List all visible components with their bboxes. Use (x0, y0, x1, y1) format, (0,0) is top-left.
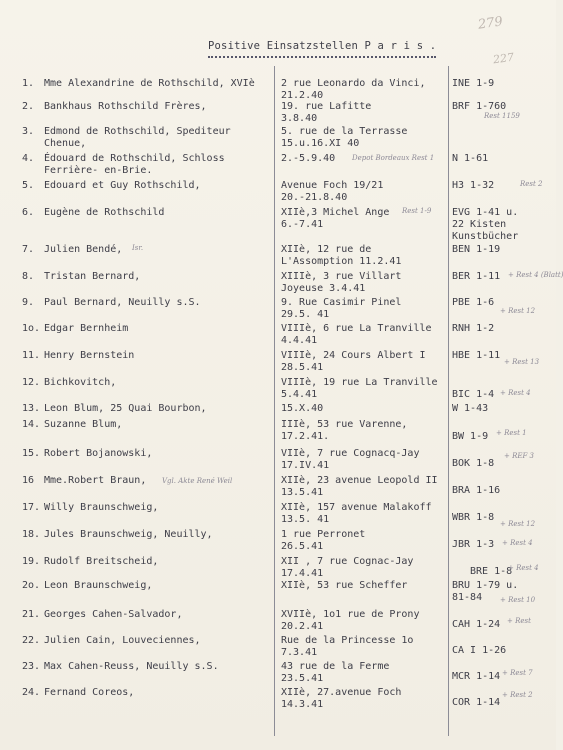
entry-number: 12. (22, 377, 41, 388)
entry-annotation: Isr. (132, 244, 144, 252)
entry-number: 8. (22, 271, 35, 282)
table-row (0, 635, 556, 661)
entry-number: 3. (22, 126, 35, 137)
entry-address: 2 rue Leonardo da Vinci, 21.2.40 (281, 78, 426, 101)
entry-address: XIIè, 27.avenue Foch 14.3.41 (281, 687, 402, 710)
entry-annotation: Depot Bordeaux Rest 1 (352, 154, 435, 162)
entry-annotation: Vgl. Akte René Weil (162, 477, 233, 485)
entry-annotation: + Rest 10 (500, 596, 536, 604)
entry-number: 4. (22, 153, 35, 164)
entry-reference: COR 1-14 (452, 697, 501, 708)
table-row (0, 244, 556, 270)
table-row (0, 609, 556, 635)
table-row (0, 502, 556, 528)
table-row (0, 350, 556, 376)
entry-address: VIIè, 7 rue Cognacq-Jay 17.IV.41 (281, 448, 420, 471)
entry-name: Eugène de Rothschild (44, 207, 165, 218)
entry-annotation: + Rest 4 (500, 389, 531, 397)
table-row (0, 475, 556, 501)
entry-annotation: + Rest (507, 617, 531, 625)
entry-name: Julien Bendé, (44, 244, 123, 255)
table-row (0, 323, 556, 349)
entry-reference: W 1-43 (452, 403, 489, 414)
entry-annotation: + REF 3 (504, 452, 535, 460)
entry-name: Robert Bojanowski, (44, 448, 153, 459)
entry-number: 2o. (22, 580, 41, 591)
table-row (0, 687, 556, 713)
table-row (0, 529, 556, 555)
entry-address: VIIIè, 24 Cours Albert I 28.5.41 (281, 350, 426, 373)
entry-number: 1. (22, 78, 35, 89)
entry-number: 6. (22, 207, 35, 218)
entry-name: Edouard et Guy Rothschild, (44, 180, 201, 191)
table-row (0, 101, 556, 127)
entry-reference: N 1-61 (452, 153, 489, 164)
table-row (0, 207, 556, 242)
entry-name: Edgar Bernheim (44, 323, 129, 334)
entry-number: 17. (22, 502, 41, 513)
entry-address: XIIè,3 Michel Ange 6.-7.41 (281, 207, 390, 230)
table-row (0, 153, 556, 179)
entry-name: Bankhaus Rothschild Frères, (44, 101, 207, 112)
pencil-page-number-2: 227 (492, 50, 515, 67)
entry-annotation: + Rest 12 (500, 520, 536, 528)
entry-address: Avenue Foch 19/21 20.-21.8.40 (281, 180, 384, 203)
entry-reference: BW 1-9 (452, 431, 489, 442)
entry-name: Fernand Coreos, (44, 687, 135, 698)
entry-annotation: + Rest 13 (504, 358, 540, 366)
table-row (0, 419, 556, 445)
entry-address: 15.X.40 (281, 403, 324, 414)
entry-name: Edmond de Rothschild, Spediteur Chenue, (44, 126, 231, 149)
entry-reference: PBE 1-6 (452, 297, 495, 308)
entry-annotation: Rest 1-9 (402, 207, 432, 215)
table-row (0, 580, 556, 606)
entry-reference: HBE 1-11 (452, 350, 501, 361)
entry-reference: BRE 1-8 (470, 566, 513, 577)
entry-name: Leon Blum, 25 Quai Bourbon, (44, 403, 207, 414)
entry-reference: BER 1-11 (452, 271, 501, 282)
entry-number: 15. (22, 448, 41, 459)
entry-number: 11. (22, 350, 41, 361)
entry-number: 14. (22, 419, 41, 430)
entry-reference: BRF 1-760 (452, 101, 507, 112)
table-row (0, 556, 556, 582)
title-underline (208, 56, 436, 58)
entry-address: XVIIè, 1o1 rue de Prony 20.2.41 (281, 609, 420, 632)
entry-address: VIIIè, 19 rue La Tranville 5.4.41 (281, 377, 438, 400)
table-row (0, 271, 563, 297)
entry-address: XII , 7 rue Cognac-Jay 17.4.41 (281, 556, 414, 579)
entry-annotation: + Rest 1 (496, 429, 527, 437)
table-row (0, 661, 556, 687)
entry-address: XIIè, 53 rue Scheffer (281, 580, 408, 591)
entry-reference: EVG 1-41 u. 22 Kisten Kunstbücher (452, 207, 519, 242)
entry-annotation: + Rest 7 (502, 669, 533, 677)
entry-number: 2. (22, 101, 35, 112)
entry-number: 9. (22, 297, 35, 308)
entry-name: Willy Braunschweig, (44, 502, 159, 513)
entry-number: 18. (22, 529, 41, 540)
entry-reference: BIC 1-4 (452, 389, 495, 400)
entry-address: 5. rue de la Terrasse 15.u.16.XI 40 (281, 126, 408, 149)
entry-reference: BRA 1-16 (452, 485, 501, 496)
entry-name: Tristan Bernard, (44, 271, 141, 282)
entry-reference: BOK 1-8 (452, 458, 495, 469)
entry-name: Suzanne Blum, (44, 419, 123, 430)
entry-annotation: + Rest 4 (508, 564, 539, 572)
entry-name: Paul Bernard, Neuilly s.S. (44, 297, 201, 308)
entry-annotation: + Rest 2 (502, 691, 533, 699)
entry-number: 7. (22, 244, 35, 255)
entry-address: 9. Rue Casimir Pinel 29.5. 41 (281, 297, 402, 320)
entry-reference: MCR 1-14 (452, 671, 501, 682)
entry-reference: CAH 1-24 (452, 619, 501, 630)
entry-number: 1o. (22, 323, 41, 334)
entry-name: Édouard de Rothschild, Schloss Ferrière- en-Brie. (44, 153, 225, 176)
entry-address: XIIIè, 3 rue Villart Joyeuse 3.4.41 (281, 271, 402, 294)
document-title: Positive Einsatzstellen P a r i s . (208, 40, 437, 52)
entry-address: IIIè, 53 rue Varenne, 17.2.41. (281, 419, 408, 442)
entry-address: 19. rue Lafitte 3.8.40 (281, 101, 372, 124)
entry-number: 24. (22, 687, 41, 698)
entry-number: 5. (22, 180, 35, 191)
table-row (0, 448, 556, 474)
entry-reference: H3 1-32 (452, 180, 495, 191)
entry-address: Rue de la Princesse 1o 7.3.41 (281, 635, 414, 658)
entry-name: Leon Braunschweig, (44, 580, 153, 591)
entry-name: Henry Bernstein (44, 350, 135, 361)
entry-address: 2.-5.9.40 (281, 153, 336, 164)
table-row (0, 377, 556, 403)
entry-name: Jules Braunschweig, Neuilly, (44, 529, 213, 540)
entry-name: Mme.Robert Braun, (44, 475, 147, 486)
entry-reference: JBR 1-3 (452, 539, 495, 550)
entry-number: 19. (22, 556, 41, 567)
entry-name: Rudolf Breitscheid, (44, 556, 159, 567)
entry-reference: RNH 1-2 (452, 323, 495, 334)
entry-name: Bichkovitch, (44, 377, 117, 388)
entry-address: 43 rue de la Ferme 23.5.41 (281, 661, 390, 684)
entry-reference: BEN 1-19 (452, 244, 501, 255)
entry-address: VIIIè, 6 rue La Tranville 4.4.41 (281, 323, 432, 346)
entry-annotation: Rest 2 (520, 180, 543, 188)
entry-annotation: + Rest 4 (502, 539, 533, 547)
entry-annotation: Rest 1159 (484, 112, 520, 120)
table-row (0, 126, 556, 152)
table-row (0, 180, 556, 206)
entry-address: XIIè, 12 rue de L'Assomption 11.2.41 (281, 244, 402, 267)
entry-reference: WBR 1-8 (452, 512, 495, 523)
entry-reference: INE 1-9 (452, 78, 495, 89)
entry-name: Julien Cain, Louveciennes, (44, 635, 201, 646)
entry-name: Max Cahen-Reuss, Neuilly s.S. (44, 661, 219, 672)
entry-address: XIIè, 157 avenue Malakoff 13.5. 41 (281, 502, 432, 525)
pencil-page-number: 279 (477, 14, 504, 33)
entry-annotation: + Rest 12 (500, 307, 536, 315)
entry-number: 13. (22, 403, 41, 414)
entry-number: 22. (22, 635, 41, 646)
table-row (0, 297, 556, 323)
entry-number: 21. (22, 609, 41, 620)
entry-name: Mme Alexandrine de Rothschild, XVIè (44, 78, 255, 89)
entry-reference: BRU 1-79 u. 81-84 (452, 580, 519, 603)
entry-number: 23. (22, 661, 41, 672)
entry-address: XIIè, 23 avenue Leopold II 13.5.41 (281, 475, 438, 498)
entry-name: Georges Cahen-Salvador, (44, 609, 183, 620)
entry-number: 16 (22, 475, 35, 486)
entry-address: 1 rue Perronet 26.5.41 (281, 529, 366, 552)
entry-reference: CA I 1-26 (452, 645, 507, 656)
entry-annotation: + Rest 4 (Blatt) (508, 271, 563, 279)
